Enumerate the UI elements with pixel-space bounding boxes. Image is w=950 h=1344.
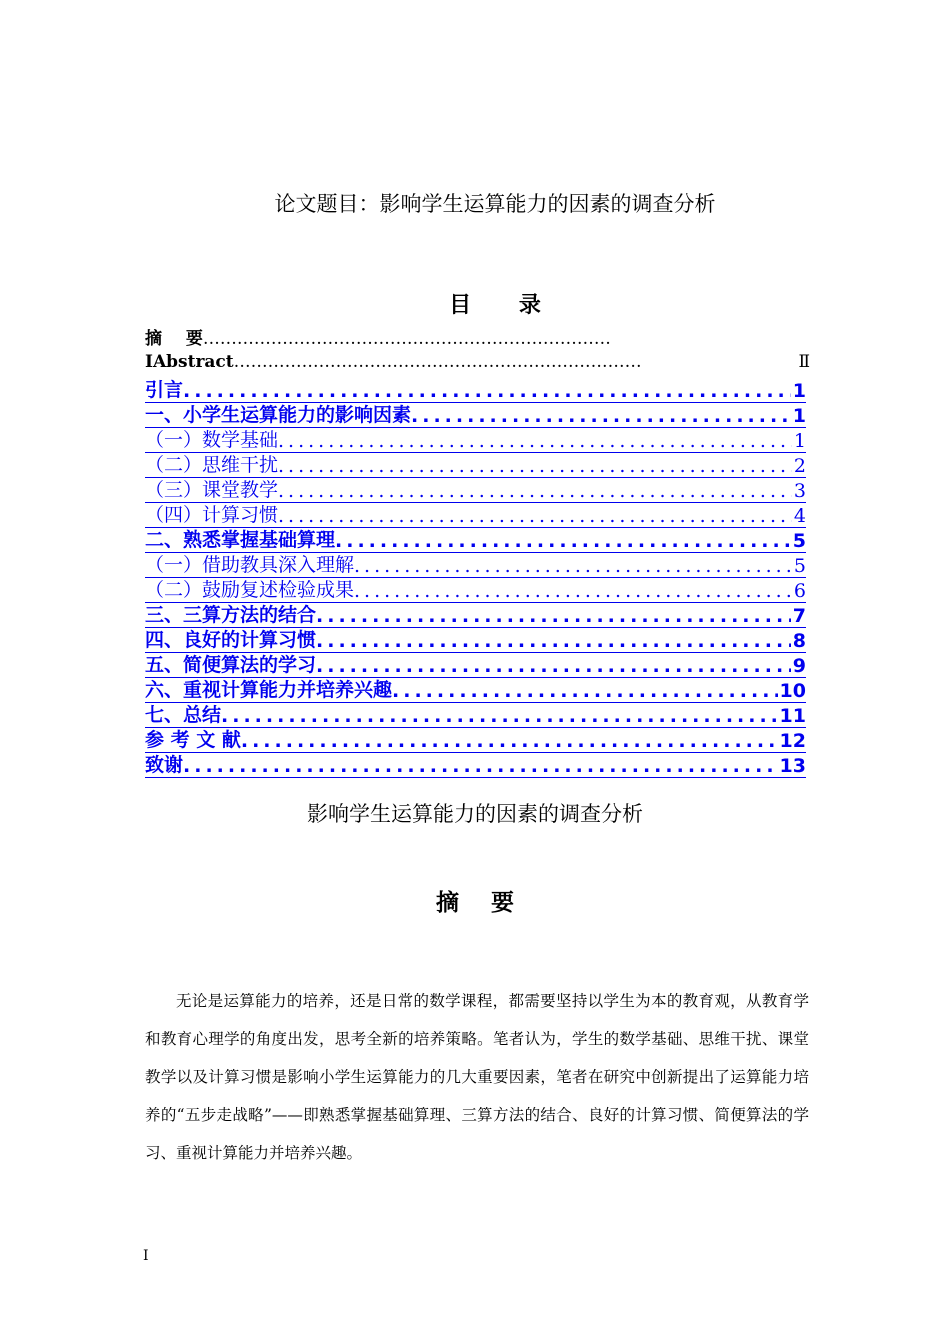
toc-link[interactable] [145,728,806,753]
toc-link-label: 五、简便算法的学习 [145,654,317,676]
toc-page-number: 5 [793,555,806,577]
toc-link[interactable] [145,703,806,728]
page-number: I [143,1248,149,1264]
paper-title: 影响学生运算能力的因素的调查分析 [307,802,643,826]
toc-leader [278,455,792,477]
toc-leader [183,755,778,777]
toc-page-number: Ⅱ [798,352,810,372]
toc-page-number: 4 [793,505,806,527]
toc-link-label: （四）计算习惯 [145,504,279,526]
abstract-body: 无论是运算能力的培养，还是日常的数学课程，都需要坚持以学生为本的教育观，从教育学和教育心理学的角度出发，思考全新的培养策略。笔者认为，学生的数学基础、思维干扰、课堂教学以及计算习惯是影响小学生运算能力的几大重要因素，笔者在研究中创新提出了运算能力培养的“五步走战略”——即熟悉掌握基础算理、三算方法的结合、良好的计算习惯、简便算法的学习、重视计算能力并培养兴趣。 [145,992,809,1162]
toc-link-label: 六、重视计算能力并培养兴趣 [145,679,393,701]
toc-page-number: 9 [792,655,806,677]
toc-leader [278,480,792,502]
thesis-title: 论文题目：影响学生运算能力的因素的调查分析 [274,192,716,216]
toc-link-label: 一、小学生运算能力的影响因素 [145,404,412,426]
toc-link[interactable] [145,628,806,653]
toc-page-number: 1 [793,430,806,452]
toc-page-number: 7 [792,605,806,627]
toc-page-number: 11 [779,705,806,727]
toc-link[interactable] [145,578,806,603]
toc-page-number: 5 [792,530,806,552]
toc-leader [278,430,792,452]
toc-link[interactable] [145,403,806,428]
toc-entry-label: 摘 要 [145,329,203,349]
toc-page-number: 1 [792,380,806,402]
toc-link-label: 致谢 [145,754,184,776]
toc-leader [183,380,791,402]
toc-page-number: 10 [779,680,806,702]
toc-page-number: 3 [793,480,806,502]
toc-leader [354,580,792,602]
toc-page-number: 8 [792,630,806,652]
toc-link[interactable] [145,678,806,703]
toc-link-label: （一）借助教具深入理解 [145,554,355,576]
toc-leader [411,405,791,427]
toc-link[interactable] [145,603,806,628]
toc-link[interactable] [145,553,806,578]
toc-leader [221,705,778,727]
toc-leader: ……………………………………………………………… [233,352,642,372]
toc-page-number: 1 [792,405,806,427]
toc-leader [335,530,791,552]
toc-page-number: 2 [793,455,806,477]
abstract-heading: 摘 要 [435,890,514,916]
toc-heading: 目 录 [449,293,541,318]
toc-link[interactable] [145,528,806,553]
toc-leader [316,655,791,677]
toc-link-label: 引言 [145,379,184,401]
toc-page-number: 6 [793,580,806,602]
toc-link[interactable] [145,653,806,678]
toc-link-label: 三、三算方法的结合 [145,604,317,626]
toc-entry-label: ⅠAbstract [145,352,234,372]
toc-link-label: （三）课堂教学 [145,479,279,501]
toc-link-label: 四、良好的计算习惯 [145,629,317,651]
toc-leader [316,630,791,652]
toc-link[interactable] [145,428,806,453]
toc-link-label: （二）思维干扰 [145,454,279,476]
toc-leader [354,555,792,577]
toc-link[interactable] [145,503,806,528]
table-of-contents [145,378,806,778]
toc-link[interactable] [145,478,806,503]
toc-page-number: 12 [779,730,806,752]
toc-leader [278,505,792,527]
toc-leader: ……………………………………………………………… [202,329,611,349]
toc-link[interactable] [145,753,806,778]
toc-entry-abstract-en [145,352,810,372]
toc-link-label: （二）鼓励复述检验成果 [145,579,355,601]
toc-link-label: （一）数学基础 [145,429,279,451]
toc-link-label: 参 考 文 献 [145,729,241,751]
toc-page-number: 13 [779,755,806,777]
toc-entry-abstract-cn [145,324,810,349]
toc-leader [241,730,778,752]
toc-leader [392,680,778,702]
toc-link[interactable] [145,378,806,403]
toc-link[interactable] [145,453,806,478]
toc-leader [316,605,791,627]
toc-link-label: 二、熟悉掌握基础算理 [145,529,336,551]
toc-link-label: 七、总结 [145,704,222,726]
